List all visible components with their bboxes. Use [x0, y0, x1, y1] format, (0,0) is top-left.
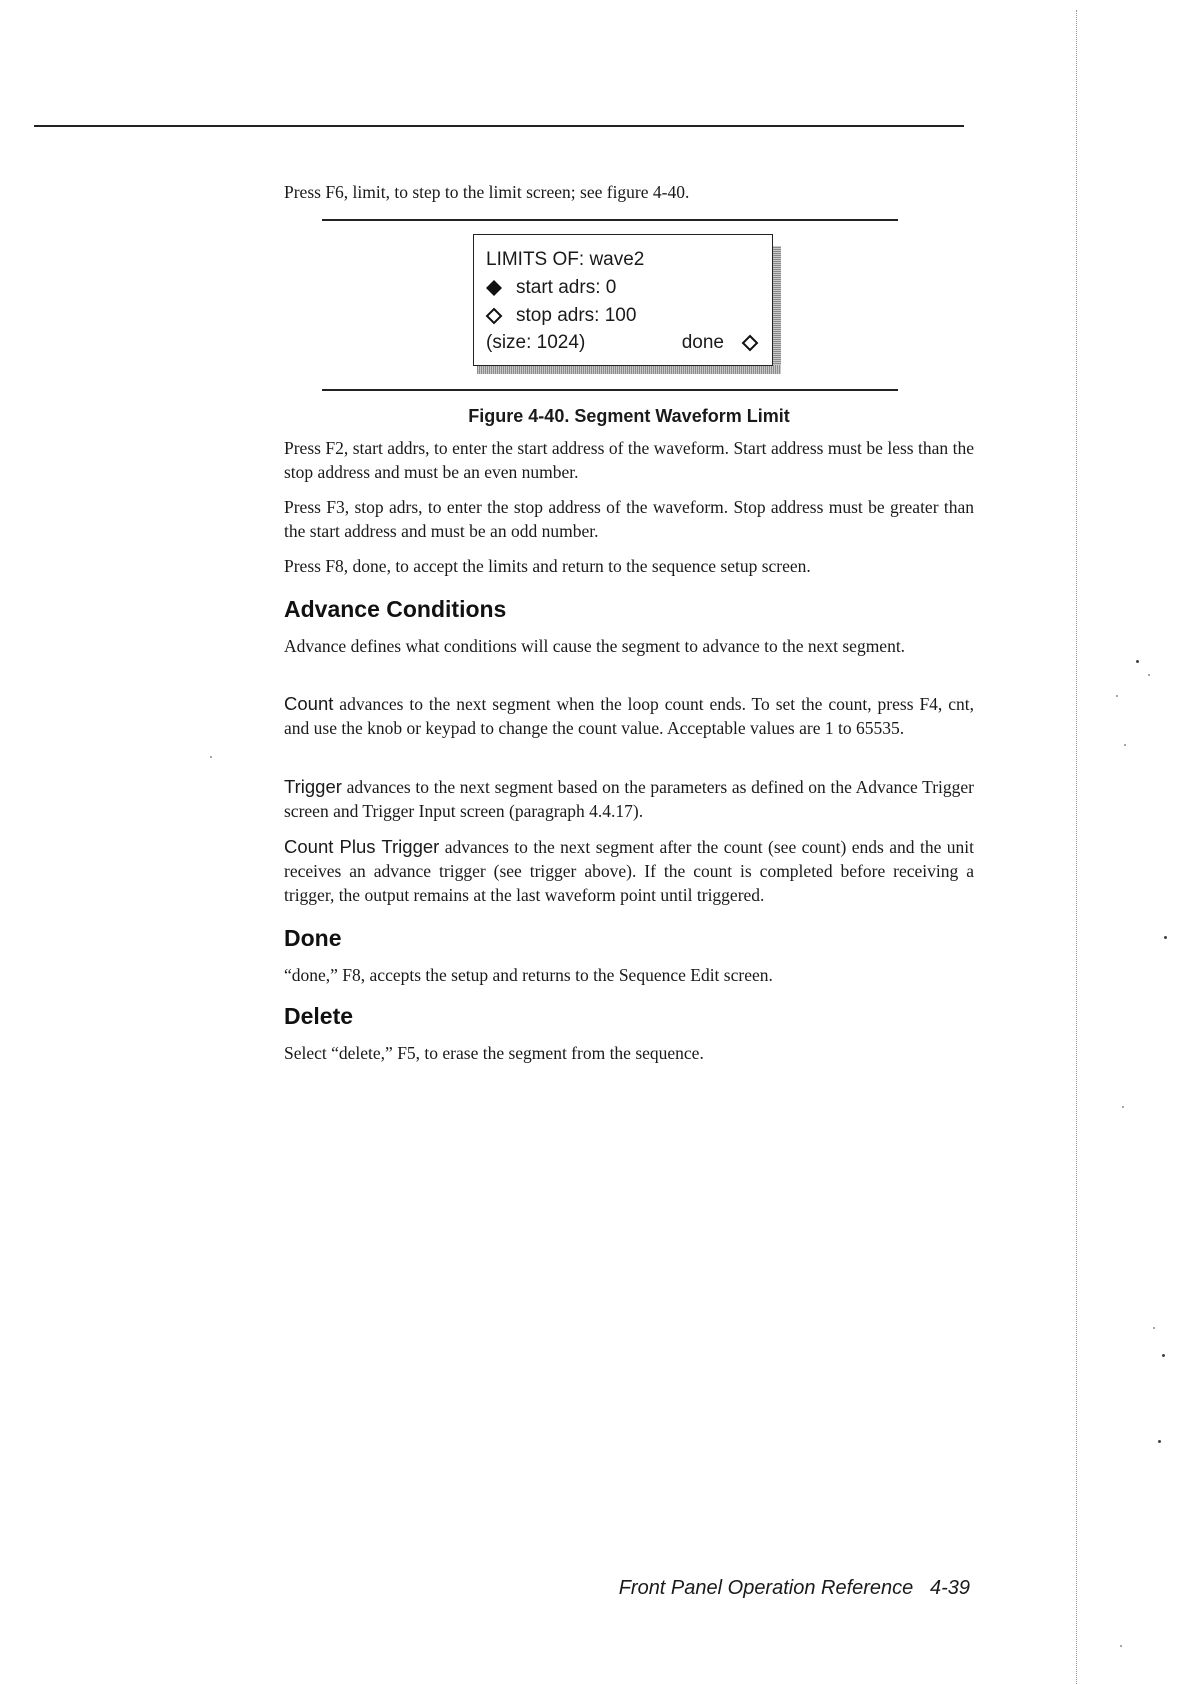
page-number: 4-39 — [929, 1577, 970, 1599]
hollow-diamond-icon — [485, 307, 503, 325]
scan-speck — [210, 756, 212, 758]
lcd-size: (size: 1024) — [486, 332, 586, 353]
count-plus-trigger-description: advances to the next segment after the count (see count) ends and the unit receives an advance trigger (see trigger above). If the count is completed before receiving a trigger, the output remains at the last waveform point until triggered. — [284, 837, 974, 905]
count-term: Count — [284, 693, 334, 714]
count-plus-trigger-term: Count Plus Trigger — [284, 836, 440, 857]
intro-paragraph: Press F6, limit, to step to the limit screen; see figure 4-40. — [284, 182, 690, 202]
lcd-stop-address[interactable]: stop adrs: 100 — [516, 305, 637, 326]
start-address-paragraph: Press F2, start addrs, to enter the start address of the waveform. Start address must be less than the stop address and must be an even number. — [284, 438, 974, 482]
figure-bottom-rule — [322, 389, 898, 391]
trigger-paragraph — [284, 775, 974, 823]
scan-speck — [1122, 1106, 1124, 1108]
lcd-title: LIMITS OF: wave2 — [486, 249, 645, 270]
section-heading-delete: Delete — [284, 1003, 354, 1029]
scan-speck — [1124, 744, 1126, 746]
header-rule — [34, 125, 964, 127]
filled-diamond-icon — [485, 279, 503, 297]
count-plus-trigger-paragraph — [284, 835, 974, 907]
trigger-term: Trigger — [284, 776, 342, 797]
scan-speck — [1116, 695, 1118, 697]
lcd-done-softkey[interactable]: done — [681, 332, 724, 353]
trigger-description: advances to the next segment based on the parameters as defined on the Advance Trigger screen and Trigger Input screen (paragraph 4.4.17). — [284, 777, 974, 821]
done-limits-paragraph: Press F8, done, to accept the limits and return to the sequence setup screen. — [284, 556, 811, 576]
scan-speck — [1136, 660, 1139, 663]
hollow-diamond-icon — [741, 334, 759, 352]
footer-title: Front Panel Operation Reference — [618, 1577, 914, 1599]
section-heading-advance: Advance Conditions — [284, 596, 507, 622]
advance-intro-paragraph: Advance defines what conditions will cause the segment to advance to the next segment. — [284, 636, 906, 656]
scan-speck — [1120, 1645, 1122, 1647]
figure-caption: Figure 4-40. Segment Waveform Limit — [468, 406, 790, 426]
page-footer — [600, 1577, 970, 1600]
count-paragraph — [284, 692, 974, 740]
lcd-shadow — [772, 246, 781, 374]
delete-paragraph: Select “delete,” F5, to erase the segment from the sequence. — [284, 1043, 704, 1063]
scan-speck — [1153, 1327, 1155, 1329]
lcd-shadow — [477, 365, 781, 374]
stop-address-paragraph: Press F3, stop adrs, to enter the stop address of the waveform. Stop address must be greater than the start address and must be an odd number. — [284, 497, 974, 541]
lcd-start-address[interactable]: start adrs: 0 — [516, 277, 617, 298]
page-edge — [1076, 10, 1077, 1684]
scan-speck — [1158, 1440, 1161, 1443]
limits-lcd-screen — [473, 234, 773, 366]
scan-speck — [1162, 1354, 1165, 1357]
section-heading-done: Done — [284, 925, 342, 951]
done-paragraph: “done,” F8, accepts the setup and returns to the Sequence Edit screen. — [284, 965, 773, 985]
count-description: advances to the next segment when the loop count ends. To set the count, press F4, cnt, and use the knob or keypad to change the count value. Acceptable values are 1 to 65535. — [284, 694, 974, 738]
figure-top-rule — [322, 219, 898, 221]
scan-speck — [1148, 674, 1150, 676]
scan-speck — [1164, 936, 1167, 939]
